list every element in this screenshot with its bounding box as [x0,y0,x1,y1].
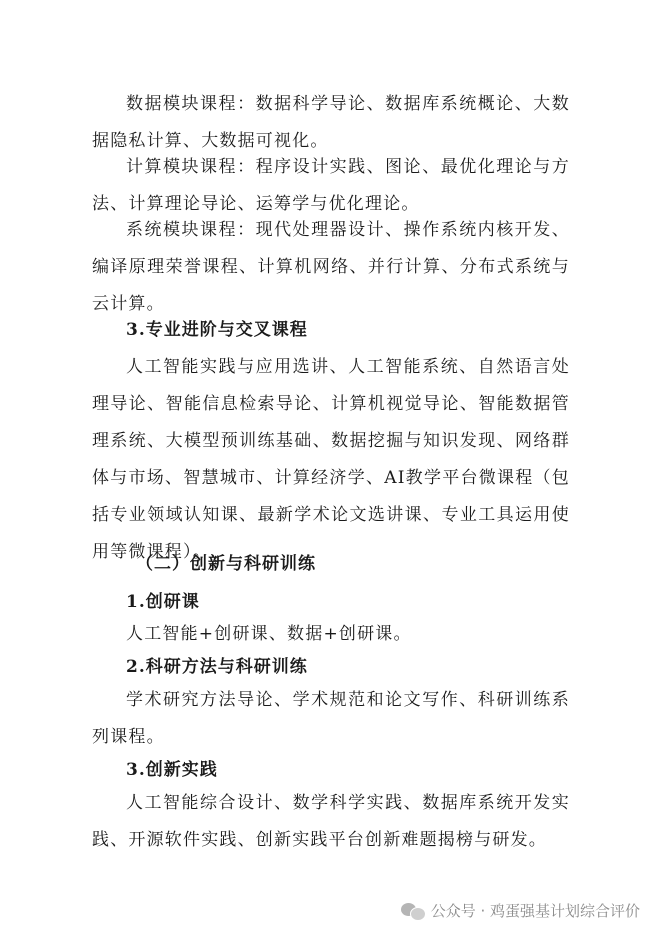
watermark [401,900,640,921]
heading-research-course: 1.创研课 [126,592,200,612]
wechat-icon [401,901,425,921]
heading-research-methods: 2.科研方法与科研训练 [126,657,308,677]
paragraph-compute-module: 计算模块课程：程序设计实践、图论、最优化理论与方法、计算理论导论、运筹学与优化理论。 [92,157,570,214]
paragraph-innovation-practice: 人工智能综合设计、数学科学实践、数据库系统开发实践、开源软件实践、创新实践平台创新难题揭榜与研发。 [92,793,570,850]
paragraph-research-course: 人工智能+创研课、数据+创研课。 [126,624,412,644]
heading-innovation-research: （二）创新与科研训练 [136,554,316,574]
paragraph-advanced-courses: 人工智能实践与应用选讲、人工智能系统、自然语言处理导论、智能信息检索导论、计算机视觉导论、智能数据管理系统、大模型预训练基础、数据挖掘与知识发现、网络群体与市场、智慧城市、计算经济学、AI教学平台微课程（包括专业领域认知课、最新学术论文选讲课、专业工具运用使用等微课程）。 [92,357,570,562]
paragraph-system-module: 系统模块课程：现代处理器设计、操作系统内核开发、编译原理荣誉课程、计算机网络、并行计算、分布式系统与云计算。 [92,220,570,314]
watermark-text: 公众号 · 鸡蛋强基计划综合评价 [430,902,640,920]
heading-advanced-courses: 3.专业进阶与交叉课程 [126,320,308,340]
heading-innovation-practice: 3.创新实践 [126,760,218,780]
paragraph-research-methods: 学术研究方法导论、学术规范和论文写作、科研训练系列课程。 [92,690,570,747]
paragraph-data-module: 数据模块课程：数据科学导论、数据库系统概论、大数据隐私计算、大数据可视化。 [92,94,570,151]
